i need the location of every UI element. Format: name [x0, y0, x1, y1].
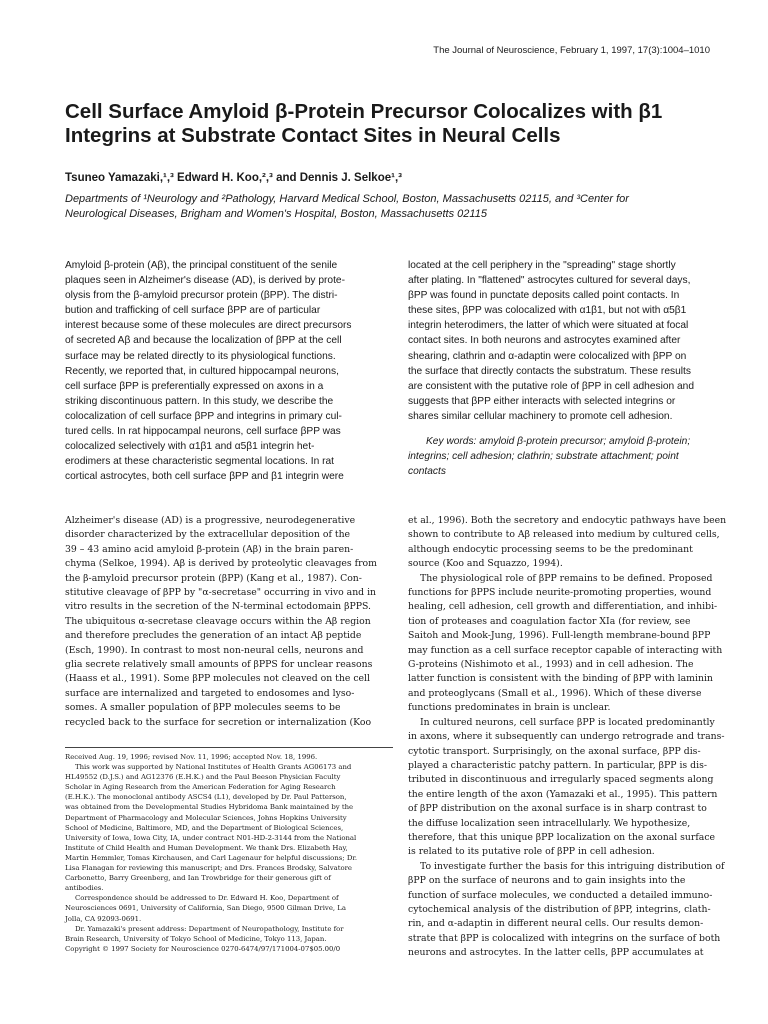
body-line: stitutive cleavage of βPP by "α-secretase" occurring in vivo and in [65, 587, 377, 599]
title-line: Integrins at Substrate Contact Sites in Neural Cells [65, 124, 561, 147]
body-line: (Haass et al., 1991). Some βPP molecules not cleaved on the cell [65, 673, 370, 685]
body-line: To investigate further the basis for this intriguing distribution of [420, 860, 725, 872]
body-line: the diffuse localization seen intracellularly. We hypothesize, [408, 817, 691, 829]
abstract-line: are consistent with the putative role of βPP in cell adhesion and [408, 380, 695, 392]
body-line: functions for βPPS include neurite-promoting properties, wound [408, 587, 712, 599]
keyword-line: integrins; cell adhesion; clathrin; substrate attachment; point [408, 451, 679, 463]
body-line: shown to contribute to Aβ released into medium by cultured cells, [408, 529, 720, 541]
body-line: tion of proteases and coagulation factor XIa (for review, see [408, 615, 691, 627]
footnote-line: Neurosciences 0691, University of California, San Diego, 9500 Gilman Drive, La [65, 904, 346, 913]
title-line: Cell Surface Amyloid β-Protein Precursor Colocalizes with β1 [65, 100, 663, 123]
footnote-line: Jolla, CA 92093-0691. [65, 914, 142, 923]
footnote-line: This work was supported by National Institutes of Health Grants AG06173 and [75, 763, 352, 772]
body-left-column [65, 514, 393, 730]
abstract-line: these sites, βPP was colocalized with α1β1, but not with α5β1 [408, 305, 687, 317]
footnote-line: Correspondence should be addressed to Dr. Edward H. Koo, Department of [75, 894, 339, 903]
footnote-line: Institute of Child Health and Human Development. We thank Drs. Elizabeth Hay, [65, 843, 348, 852]
abstract-line: after plating. In "flattened" astrocytes cultured for several days, [408, 275, 691, 287]
abstract-line: surface may be related directly to its physiological functions. [65, 350, 336, 362]
body-line: (Esch, 1990). In contrast to most non-neural cells, neurons and [65, 644, 364, 656]
body-line: recycled back to the surface for secretion or internalization (Koo [65, 716, 372, 728]
abstract-line: colocalization of cell surface βPP and integrins in primary cul- [65, 410, 342, 422]
body-line: Saitoh and Mook-Jung, 1996). Full-length membrane-bound βPP [408, 630, 711, 642]
footnote-line: Martin Hemmler, Tomas Kirchausen, and Carl Lagenaur for helpful discussions; Dr. [65, 853, 358, 862]
abstract-line: the surface that directly contacts the substratum. These results [408, 365, 691, 377]
body-line: βPP on the surface of neurons and to gain insights into the [408, 875, 686, 887]
abstract-line: cortical astrocytes, both cell surface βPP and β1 integrin were [65, 471, 344, 483]
body-line: G-proteins (Nishimoto et al., 1993) and in cell adhesion. The [408, 659, 694, 671]
body-line: the β-amyloid precursor protein (βPP) (Kang et al., 1987). Con- [65, 572, 362, 584]
body-line: played a characteristic patchy pattern. In particular, βPP is dis- [408, 759, 707, 771]
abstract-line: suggests that βPP either interacts with selected integrins or [408, 395, 676, 407]
body-line: glia secrete relatively small amounts of βPPS for unclear reasons [65, 659, 373, 671]
footnote-divider [65, 747, 393, 748]
abstract-line: Recently, we reported that, in cultured hippocampal neurons, [65, 365, 339, 377]
footnote-line: Carbonetto, Barry Greenberg, and Ian Trowbridge for their generous gift of [65, 874, 331, 883]
body-line: and therefore precludes the generation of an intact Aβ peptide [65, 630, 362, 642]
footnote-line: was obtained from the Developmental Studies Hybridoma Bank maintained by the [65, 803, 354, 812]
abstract-line: erodimers at these characteristic segmental locations. In rat [65, 456, 334, 468]
affiliation-line: Departments of ¹Neurology and ²Pathology, Harvard Medical School, Boston, Massachusetts 02115, and ³Center for [65, 193, 629, 205]
body-line: functions predominates in brain is unclear. [408, 702, 611, 714]
footnotes [65, 752, 397, 954]
footnote-line: Department of Pharmacology and Molecular Sciences, Johns Hopkins University [65, 813, 347, 822]
body-line: The physiological role of βPP remains to be defined. Proposed [420, 572, 713, 584]
abstract-line: tured cells. In rat hippocampal neurons, cell surface βPP was [65, 426, 341, 438]
footnote-line: (E.H.K.). The monoclonal antibody ASCS4 (L1), developed by Dr. Paul Patterson, [65, 793, 347, 802]
body-line: may function as a cell surface receptor capable of interacting with [408, 644, 723, 656]
body-line: neurons and astrocytes. In the latter cells, βPP accumulates at [408, 947, 704, 959]
article-title [65, 100, 725, 148]
abstract-line: of secreted Aβ and because the localization of βPP at the cell [65, 335, 342, 347]
keywords [408, 434, 730, 479]
body-line: et al., 1996). Both the secretory and endocytic pathways have been [408, 515, 727, 526]
body-line: rin, and α-adaptin in different neural cells. Our results demon- [408, 918, 704, 930]
body-line: therefore, that this unique βPP localization on the axonal surface [408, 831, 716, 843]
footnote-line: Dr. Yamazaki's present address: Department of Neuropathology, Institute for [75, 924, 344, 933]
body-line: tributed in discontinuous and irregularly spaced segments along [408, 774, 714, 786]
body-line: latter function is consistent with the binding of βPP with laminin [408, 673, 713, 685]
body-line: somes. A smaller population of βPP molecules seems to be [65, 702, 341, 714]
journal-citation: The Journal of Neuroscience, February 1, 1997, 17(3):1004–1010 [433, 45, 710, 56]
abstract-line: located at the cell periphery in the "spreading" stage shortly [408, 260, 676, 271]
abstract-line: olysis from the β-amyloid precursor protein (βPP). The distri- [65, 290, 338, 302]
abstract-line: βPP was found in punctate deposits called point contacts. In [408, 290, 680, 302]
body-line: is related to its putative role of βPP in cell adhesion. [408, 846, 655, 858]
body-line: In cultured neurons, cell surface βPP is located predominantly [420, 716, 715, 728]
keyword-line: Key words: amyloid β-protein precursor; amyloid β-protein; [426, 436, 691, 448]
received-dates: Received Aug. 19, 1996; revised Nov. 11, 1996; accepted Nov. 18, 1996. [65, 753, 318, 761]
body-line: of βPP distribution on the axonal surface is in sharp contrast to [408, 803, 707, 815]
footnote-line: Brain Research, University of Tokyo School of Medicine, Tokyo 113, Japan. [65, 934, 327, 943]
body-line: chyma (Selkoe, 1994). Aβ is derived by proteolytic cleavages from [65, 558, 377, 570]
body-line: although endocytic processing seems to be the predominant [408, 543, 693, 555]
abstract-line: shearing, clathrin and α-adaptin were colocalized with βPP on [408, 350, 687, 362]
abstract-line: Amyloid β-protein (Aβ), the principal constituent of the senile [65, 260, 338, 271]
abstract-line: colocalized selectively with α1β1 and α5β1 integrin het- [65, 441, 315, 453]
body-line: 39 – 43 amino acid amyloid β-protein (Aβ) in the brain paren- [65, 543, 354, 555]
body-line: cytotic transport. Surprisingly, on the axonal surface, βPP dis- [408, 745, 701, 757]
affiliations [65, 192, 725, 222]
author-list: Tsuneo Yamazaki,¹,³ Edward H. Koo,²,³ and Dennis J. Selkoe¹,³ [65, 172, 402, 184]
footnote-line: antibodies. [65, 884, 104, 893]
abstract-left-column [65, 258, 387, 484]
body-line: Alzheimer's disease (AD) is a progressive, neurodegenerative [65, 515, 356, 526]
body-line: function of surface molecules, we conducted a detailed immuno- [408, 889, 713, 901]
footnote-line: School of Medicine, Baltimore, MD, and the Department of Biological Sciences, [65, 823, 344, 832]
footnote-line: University of Iowa, Iowa City, IA, under contract N01-HD-2-3144 from the National [65, 833, 357, 842]
abstract-line: contact sites. In both neurons and astrocytes examined after [408, 335, 681, 347]
affiliation-line: Neurological Diseases, Brigham and Women's Hospital, Boston, Massachusetts 02115 [65, 208, 487, 220]
body-line: cytochemical analysis of the distribution of βPP, integrins, clath- [408, 903, 711, 915]
abstract-line: shares similar cellular machinery to promote cell adhesion. [408, 410, 673, 422]
footnote-line: Lisa Flanagan for reviewing this manuscript; and Drs. Frances Brodsky, Salvatore [65, 864, 352, 873]
abstract-right-column [408, 258, 730, 479]
body-right-column [408, 514, 738, 961]
copyright: Copyright © 1997 Society for Neuroscience 0270-6474/97/171004-07$05.00/0 [65, 944, 341, 953]
keyword-line: contacts [408, 466, 446, 478]
body-line: strate that βPP is colocalized with integrins on the surface of both [408, 932, 721, 944]
body-line: surface are internalized and targeted to endosomes and lyso- [65, 687, 355, 699]
abstract-line: cell surface βPP is preferentially expressed on axons in a [65, 380, 324, 392]
abstract-line: bution and trafficking of cell surface βPP are of particular [65, 305, 321, 317]
abstract-line: integrin heterodimers, the latter of which were situated at focal [408, 320, 689, 332]
body-line: source (Koo and Squazzo, 1994). [408, 558, 563, 570]
abstract-line: interest because some of these molecules are direct precursors [65, 320, 352, 332]
abstract-line: plaques seen in Alzheimer's disease (AD), is derived by prote- [65, 275, 345, 287]
body-line: vitro results in the secretion of the N-terminal ectodomain βPPS. [65, 601, 371, 613]
body-line: The ubiquitous α-secretase cleavage occurs within the Aβ region [65, 615, 371, 627]
body-line: the entire length of the axon (Yamazaki et al., 1995). This pattern [408, 788, 718, 800]
body-line: and proteoglycans (Small et al., 1996). Which of these diverse [408, 687, 702, 699]
body-line: disorder characterized by the extracellular deposition of the [65, 529, 351, 541]
abstract-line: striking discontinuous pattern. In this study, we describe the [65, 395, 334, 407]
footnote-line: Scholar in Aging Research from the American Federation for Aging Research [65, 783, 336, 792]
body-line: in axons, where it subsequently can undergo retrograde and trans- [408, 731, 725, 743]
body-line: healing, cell adhesion, cell growth and differentiation, and inhibi- [408, 601, 718, 613]
footnote-line: HL49552 (D.J.S.) and AG12376 (E.H.K.) and the Paul Beeson Physician Faculty [65, 773, 341, 782]
